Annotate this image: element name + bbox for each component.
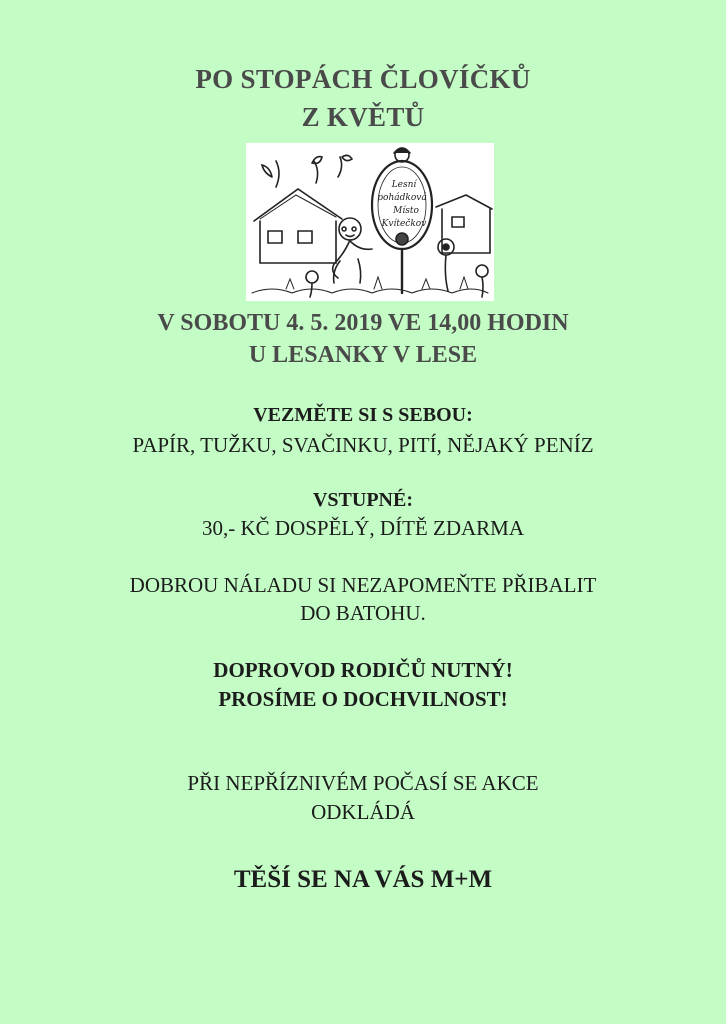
- closing-signature: TĚŠÍ SE NA VÁS M+M: [233, 866, 493, 893]
- forest-sign-illustration: [246, 143, 494, 301]
- weather-line-2: ODKLÁDÁ: [311, 800, 415, 824]
- fee-heading: VSTUPNÉ:: [312, 489, 413, 511]
- page-title-line-1: PO STOPÁCH ČLOVÍČKŮ: [195, 64, 531, 94]
- notice-punctuality: PROSÍME O DOCHVILNOST!: [218, 687, 508, 711]
- forest-sign-drawing: [246, 143, 494, 301]
- mood-line-1: DOBROU NÁLADU SI NEZAPOMEŇTE PŘIBALIT: [129, 573, 597, 597]
- fee-text: 30,- KČ DOSPĚLÝ, DÍTĚ ZDARMA: [202, 516, 524, 540]
- sign-text-line-3: Místo: [393, 206, 419, 216]
- bring-heading: VEZMĚTE SI S SEBOU:: [253, 404, 473, 426]
- event-date-time: V SOBOTU 4. 5. 2019 VE 14,00 HODIN: [157, 310, 569, 336]
- bring-items: PAPÍR, TUŽKU, SVAČINKU, PITÍ, NĚJAKÝ PENÍZ: [132, 433, 594, 457]
- sign-text-line-4: Kvítečkov: [381, 219, 427, 229]
- page-title-line-2: Z KVĚTŮ: [301, 102, 425, 132]
- notice-parents-required: DOPROVOD RODIČŮ NUTNÝ!: [213, 658, 513, 682]
- sign-text-line-2: pohádková: [377, 193, 427, 203]
- mood-line-2: DO BATOHU.: [300, 601, 426, 625]
- event-location: U LESANKY V LESE: [248, 342, 478, 368]
- sign-text-line-1: Lesní: [391, 180, 417, 190]
- weather-line-1: PŘI NEPŘÍZNIVÉM POČASÍ SE AKCE: [187, 771, 539, 795]
